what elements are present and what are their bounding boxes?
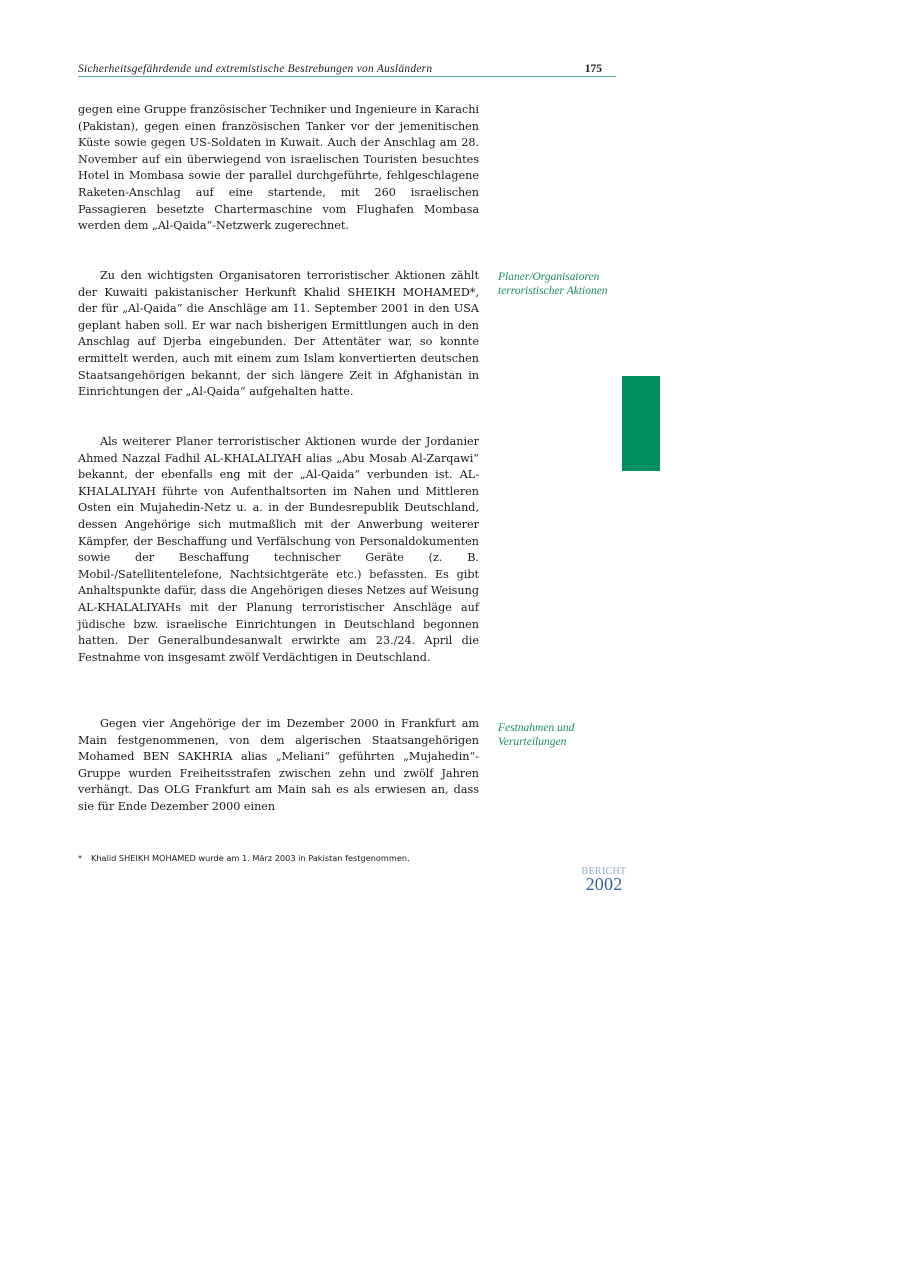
chapter-thumb-tab — [622, 376, 660, 471]
running-header — [78, 62, 616, 77]
running-title: Sicherheitsgefährdende und extremistische Bestrebungen von Ausländern — [78, 63, 433, 75]
body-paragraph-1: gegen eine Gruppe französischer Techniker und Ingenieure in Karachi (Pakistan), gegen einen französischen Tanker vor der jemenitischen Küste sowie gegen US-Soldaten in Kuwait. Auch der Anschlag am 28. November auf ein überwiegend von israelischen Touristen besuchtes Hotel in Mombasa sowie der parallel durchgeführte, fehlgeschlagene Raketen-Anschlag auf eine startende, mit 260 israelischen Passagieren besetzte Chartermaschine vom Flughafen Mombasa werden dem „Al-Qaida“-Netzwerk zugerechnet. — [78, 103, 479, 233]
logo-year: 2002 — [585, 874, 623, 894]
body-paragraph-3: Als weiterer Planer terroristischer Aktionen wurde der Jordanier Ahmed Nazzal Fadhil AL-KHALALIYAH alias „Abu Mosab Al-Zarqawi“ bekannt, der ebenfalls eng mit der „Al-Qaida“ verbunden ist. AL-KHALALIYAH führte von Aufenthaltsorten im Nahen und Mittleren Osten ein Mujahedin-Netz u. a. in der Bundesrepublik Deutschland, dessen Angehörige sich mutmaßlich mit der Anwerbung weiterer Kämpfer, der Beschaffung und Verfälschung von Personaldokumenten sowie der Beschaffung technischer Geräte (z. B. Mobil-/Satellitentelefone, Nachtsichtgeräte etc.) befassten. Es gibt Anhaltspunkte dafür, dass die Angehörigen dieses Netzes auf Weisung AL-KHALALIYAHs mit der Planung terroristischer Anschläge auf jüdische bzw. israelische Einrichtungen in Deutschland begonnen hatten. Der Generalbundesanwalt erwirkte am 23./24. April die Festnahme von insgesamt zwölf Verdächtigen in Deutschland. — [78, 435, 479, 664]
body-paragraph-4: Gegen vier Angehörige der im Dezember 2000 in Frankfurt am Main festgenommenen, von dem algerischen Staatsangehörigen Mohamed BEN SAKHRIA alias „Meliani“ geführten „Mujahedin“-Gruppe wurden Freiheitsstrafen zwischen zehn und zwölf Jahren verhängt. Das OLG Frankfurt am Main sah es als erwiesen an, dass sie für Ende Dezember 2000 einen — [78, 717, 479, 813]
footnote-mark: * — [78, 853, 83, 863]
report-logo — [578, 866, 630, 892]
footnote — [78, 852, 538, 864]
body-paragraph-2: Zu den wichtigsten Organisatoren terroristischer Aktionen zählt der Kuwaiti pakistanischer Herkunft Khalid SHEIKH MOHAMED*, der für „Al-Qaida“ die Anschläge am 11. September 2001 in den USA geplant haben soll. Er war nach bisherigen Ermittlungen auch in den Anschlag auf Djerba eingebunden. Der Attentäter war, so konnte ermittelt werden, auch mit einem zum Islam konvertierten deutschen Staatsangehörigen bekannt, der sich längere Zeit in Afghanistan in Einrichtungen der „Al-Qaida“ aufgehalten hatte. — [78, 269, 479, 399]
footnote-text: Khalid SHEIKH MOHAMED wurde am 1. März 2003 in Pakistan festgenommen. — [91, 853, 410, 863]
marginal-note-planer: Planer/Organisatoren terroristischer Aktionen — [498, 271, 608, 298]
page-number: 175 — [584, 63, 602, 75]
logo-label: BERICHT — [581, 866, 627, 877]
marginal-note-festnahmen: Festnahmen und Verurteilungen — [498, 722, 575, 749]
